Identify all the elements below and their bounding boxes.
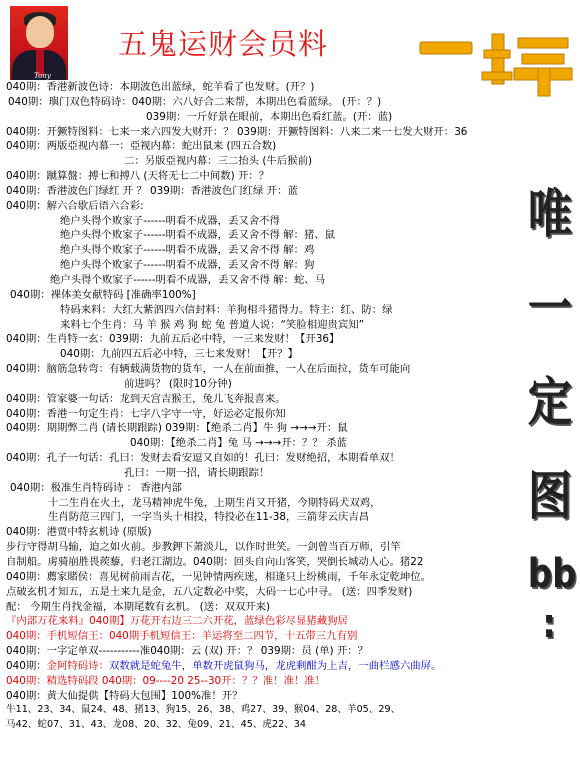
side-char-6: : <box>542 601 556 647</box>
forecast-line: 马42、蛇07、31、43、龙08、20、32、兔09、21、45、虎22、34 <box>6 719 306 731</box>
forecast-line: 040期：港贾中特玄机诗 (原版) <box>6 526 152 539</box>
forecast-line: 040期：香港一句定生肖：七字八字守一守，好运必定报你知 <box>6 407 286 420</box>
forecast-line: 『内部万花来料』040期】万花开右边三二六开花，蓝绿色彩尽显猪藏狗居 <box>6 615 348 628</box>
forecast-line: 040期：香港新波色诗：本期波色出蓝绿，蛇羊看了也发财。(开？) <box>6 81 315 93</box>
forecast-list <box>6 80 526 733</box>
side-char-3: 定 <box>527 373 572 433</box>
forecast-line: 039期：一斤好景在眼前，本期出色看红蓝。(开：蓝) <box>146 110 393 123</box>
forecast-line: 步行守得胡马输，迫之如火前。步教鉀下萧淡儿，以作时世笑。一剑曾当百万师，引竿 <box>6 541 401 554</box>
forecast-line: 040期：孔子一句话：孔曰：发财去看安逗又自如的！孔曰：发财绝招，本期看单双！ <box>6 452 400 465</box>
forecast-line: 040期：开獗特图料：七来一来六四发大财开：？ 039期：开獗特图料：八来二来一七发大财开：36 <box>6 125 468 138</box>
profile-photo <box>10 6 68 80</box>
forecast-line: 040期：香港波色门绿红 开 ？ 039期：香港波色门红绿 开：蓝 <box>6 184 298 197</box>
page-title: 五鬼运财会员料 <box>118 27 329 61</box>
forecast-line: 绝户头得个败家子------明看不成器，丢又舍不得 解：猪、鼠 <box>60 229 336 242</box>
side-char-5: bb <box>527 551 577 597</box>
forecast-line <box>6 659 526 674</box>
forecast-line: 十二生肖在火土，龙马精神虎牛兔，上期生肖又开猪，今期特码犬双鸡， <box>48 496 381 509</box>
forecast-line: 前进吗？ (限时10分钟) <box>124 377 232 390</box>
forecast-line: 040期：精选特码段 040期：09----20 25--30开：？？准！准！准！ <box>6 674 326 687</box>
line-prefix: 040期： <box>6 659 47 672</box>
forecast-line: 绝户头得个败家子------明看不成器，丢又舍不得 <box>60 214 280 227</box>
side-char-4: 图 <box>527 467 572 527</box>
forecast-line: 来料七个生肖：马 羊 猴 鸡 狗 蛇 兔 普道人说：“笑脸相迎贵宾知” <box>60 318 365 331</box>
forecast-line: 绝户头得个败家子------明看不成器，丢又舍不得 解：鸡 <box>60 244 315 257</box>
forecast-line: 点破玄机才知五，五是土来九是金，五八定数必中奖，大码一七心中寻。 (送：四季发财) <box>6 585 413 598</box>
forecast-line: 040期：【绝杀二肖】兔 马 →→→开：？？ 杀蓝 <box>130 437 347 450</box>
forecast-line: 040期：薦家賭侯：喜见树前雨吉花，一见钟情两疾迷，相逢只上纷桃雨，千年永定乾坤位。 <box>6 570 432 583</box>
forecast-line: 绝户头得个败家子------明看不成器，丢又舍不得 解：狗 <box>60 259 315 272</box>
forecast-line: 孔曰：一期一招，请长期跟踪！ <box>124 466 270 479</box>
forecast-line: 040期：手机短信王：040期手机短信王：羊运将至二四节，十五带三九有别 <box>6 630 358 643</box>
forecast-line: 绝户头得个败家子------明看不成器，丢又舍不得 解：蛇、马 <box>50 273 326 286</box>
forecast-line: 生肖防范三四门，一字当头十相投，特投必在11-38，三箭芽云庆吉昌 <box>48 511 370 524</box>
forecast-line: 自制船。虏骑崩胜畏蒺藜，归老江湖边。040期：回头自向山客笑，哭倒长城动人心。猪22 <box>6 556 424 568</box>
forecast-line: 040期：蹴算盤：搏七和搏八 (天将无七二中间数) 开：？ <box>6 170 270 183</box>
photo-signature: Tony <box>34 72 51 80</box>
forecast-line: 040期：九前四五后必中特，三七来发财！【开？】 <box>60 348 299 361</box>
forecast-line: 040期：极准生肖特码诗 ： 香港内部 <box>10 481 182 494</box>
forecast-line: 040期：解六合歇后语六合彩: <box>6 199 144 212</box>
forecast-line: 二：另版亞视内幕：三二抬头 (牛后猴前) <box>124 155 313 168</box>
forecast-line: 配： 今期生肖找金福，本期尾数有玄机。 (送：双双开来) <box>6 600 271 613</box>
forecast-line: 特码来料：大红大紫泗四六信封料：羊狗相斗猪得力。特主：红、防：绿 <box>60 303 393 316</box>
forecast-line: 牛11、23、34、鼠24、48、猪13、狗15、26、38、鸡27、39、猴04、28、羊05、29、 <box>6 704 401 716</box>
forecast-line: 040期：黄大仙提供【特码大包围】100%准！开？ <box>6 689 243 702</box>
forecast-line: 040期：裸体美女献特码 [准确率100%] <box>10 288 196 301</box>
forecast-line: 040期：一字定单双-----------准040期：云 (双) 开：？ 039期：员 (单) 开：？ <box>6 645 369 658</box>
side-char-2: 一 <box>527 279 572 339</box>
line-blue-text: 双数就是蛇兔牛，单数开虎鼠狗马，龙虎剩酣为上吉，一曲栏感六曲屏。 <box>108 659 442 672</box>
side-char-1: 唯 <box>527 185 572 245</box>
forecast-line: 040期：管家婆一句话：龙到天宫吉猴王，兔儿飞奔报喜来。 <box>6 392 286 405</box>
forecast-line: 040期：脑筋急转弯：有辆载满货物的货车，一人在前面推，一人在后面拉，货车可能向 <box>6 363 411 376</box>
side-slogan <box>524 168 577 647</box>
forecast-line: 040期：两版亞视内幕一：亞视内幕：蛇出鼠来 (四五合数) <box>6 140 277 153</box>
forecast-line: 040期：生肖特一玄：039期：九前五后必中特，一三来发财！【开36】 <box>6 333 340 346</box>
photo-face <box>26 16 54 48</box>
forecast-line: 040期：期期弊二肖 (请长期跟踪) 039期：【绝杀二肖】牛 狗 →→→开：鼠 <box>6 422 348 435</box>
line-red-label: 金阿特码诗： <box>46 659 109 672</box>
forecast-line: 040期：璵门双色特码诗：040期：六八好合二来帮，本期出色看蓝绿。 (开：？) <box>8 95 382 108</box>
